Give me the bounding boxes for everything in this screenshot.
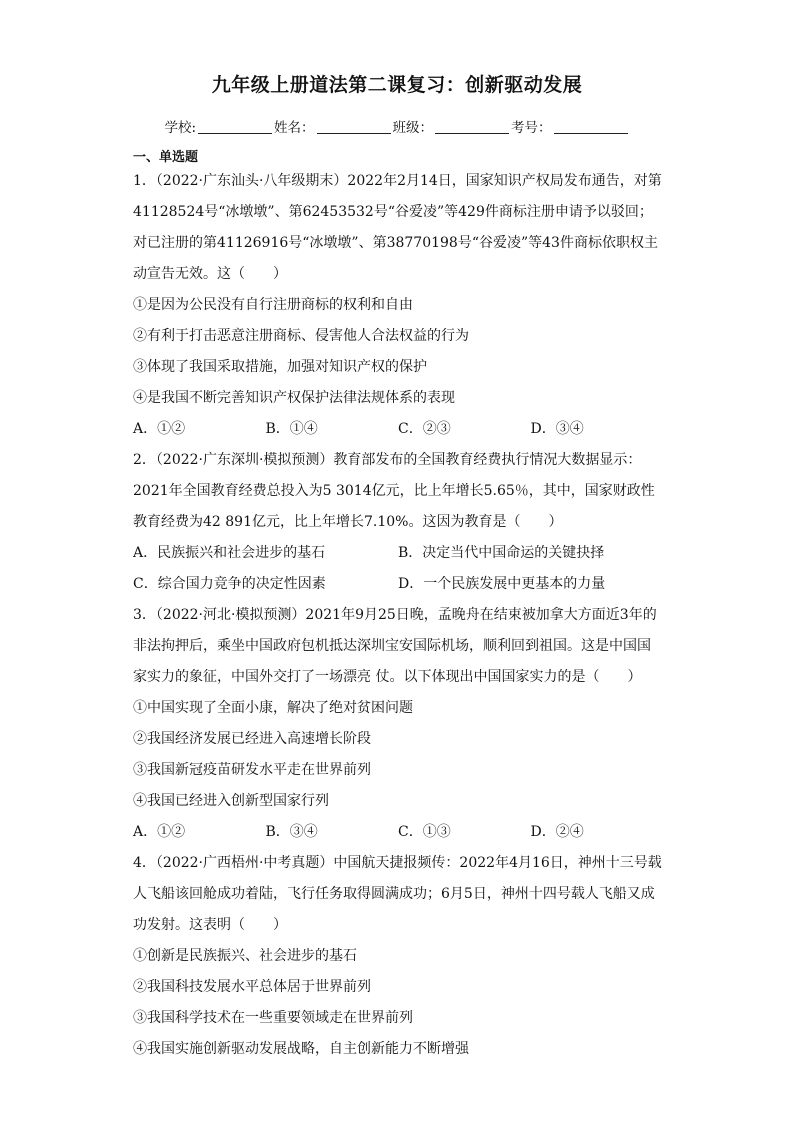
number-field [511, 116, 630, 136]
statement-item: ①是因为公民没有自行注册商标的权利和自由 [133, 297, 413, 313]
answer-choices [133, 414, 663, 445]
choice-a[interactable]: A．①② [133, 421, 186, 437]
school-blank [198, 119, 272, 134]
choice-c[interactable]: C．综合国力竞争的决定性因素 [133, 576, 326, 592]
statement-item: ③体现了我国采取措施，加强对知识产权的保护 [133, 359, 427, 375]
school-field [164, 116, 274, 136]
question-stem: 3．（2022·河北·模拟预测）2021年9月25日晚，孟晚舟在结束被加拿大方面近3年的非法拘押后，乘坐中国政府包机抵达深圳宝安国际机场，顺利回到祖国。这是中国国家实力的象征，中国外交打了一场漂亮 仗。以下体现出中国国家实力的是（ ） [133, 607, 657, 685]
number-blank [554, 119, 628, 134]
choice-d[interactable]: D．一个民族发展中更基本的力量 [398, 576, 606, 592]
questions [133, 166, 663, 1065]
choice-b[interactable]: B．决定当代中国命运的关键抉择 [398, 545, 605, 561]
statement-item: ①创新是民族振兴、社会进步的基石 [133, 948, 357, 964]
statement-item: ③我国新冠疫苗研发水平走在世界前列 [133, 762, 371, 778]
question-2 [133, 445, 663, 600]
question-3 [133, 600, 663, 848]
statement-item: ④我国实施创新驱动发展战略，自主创新能力不断增强 [133, 1041, 469, 1057]
question-stem: 4．（2022·广西梧州·中考真题）中国航天捷报频传：2022年4月16日，神州十三号载人飞船该回舱成功着陆，飞行任务取得圆满成功；6月5日，神州十四号载人飞船又成功发射。这表明（ ） [133, 855, 662, 933]
question-1 [133, 166, 663, 445]
choice-d[interactable]: D．②④ [530, 824, 584, 840]
page-title: 九年级上册道法第二课复习：创新驱动发展 [211, 74, 583, 96]
statement-item: ②我国科技发展水平总体居于世界前列 [133, 979, 371, 995]
choice-a[interactable]: A．民族振兴和社会进步的基石 [133, 545, 326, 561]
choice-d[interactable]: D．③④ [530, 421, 584, 437]
name-blank [317, 119, 391, 134]
choice-b[interactable]: B．①④ [265, 421, 318, 437]
choice-c[interactable]: C．①③ [398, 824, 451, 840]
answer-choices-row-1 [133, 538, 663, 569]
statement-item: ②我国经济发展已经进入高速增长阶段 [133, 731, 371, 747]
choice-a[interactable]: A．①② [133, 824, 186, 840]
question-4 [133, 848, 663, 1065]
student-info-row [0, 116, 794, 136]
statement-item: ④是我国不断完善知识产权保护法律法规体系的表现 [133, 390, 455, 406]
question-stem: 2．（2022·广东深圳·模拟预测）教育部发布的全国教育经费执行情况大数据显示：2021年全国教育经费总投入为5 3014亿元，比上年增长5.65％，其中，国家财政性教育经费为42 891亿元，比上年增长7.10%。这因为教育是（ ） [133, 452, 655, 530]
statement-item: ②有利于打击恶意注册商标、侵害他人合法权益的行为 [133, 328, 469, 344]
statement-item: ③我国科学技术在一些重要领域走在世界前列 [133, 1010, 413, 1026]
question-stem: 1．（2022·广东汕头·八年级期末）2022年2月14日，国家知识产权局发布通告，对第41128524号“冰墩墩”、第62453532号“谷爱凌”等429件商标注册申请予以驳回；对已注册的第41126916号“冰墩墩”、第38770198号“谷爱凌”等43件商标依职权主动宣告无效。这（ ） [133, 173, 662, 282]
answer-choices [133, 817, 663, 848]
section-heading: 一、单选题 [133, 150, 199, 165]
name-field [274, 116, 393, 136]
class-label: 班级： [392, 120, 434, 136]
school-label: 学校: [164, 120, 197, 136]
statement-item: ④我国已经进入创新型国家行列 [133, 793, 329, 809]
number-label: 考号： [511, 120, 552, 136]
choice-c[interactable]: C．②③ [398, 421, 451, 437]
class-blank [435, 119, 509, 134]
answer-choices-row-2 [133, 569, 663, 600]
statement-item: ①中国实现了全面小康，解决了绝对贫困问题 [133, 700, 413, 716]
class-field [393, 116, 512, 136]
choice-b[interactable]: B．③④ [265, 824, 318, 840]
name-label: 姓名： [274, 120, 315, 136]
